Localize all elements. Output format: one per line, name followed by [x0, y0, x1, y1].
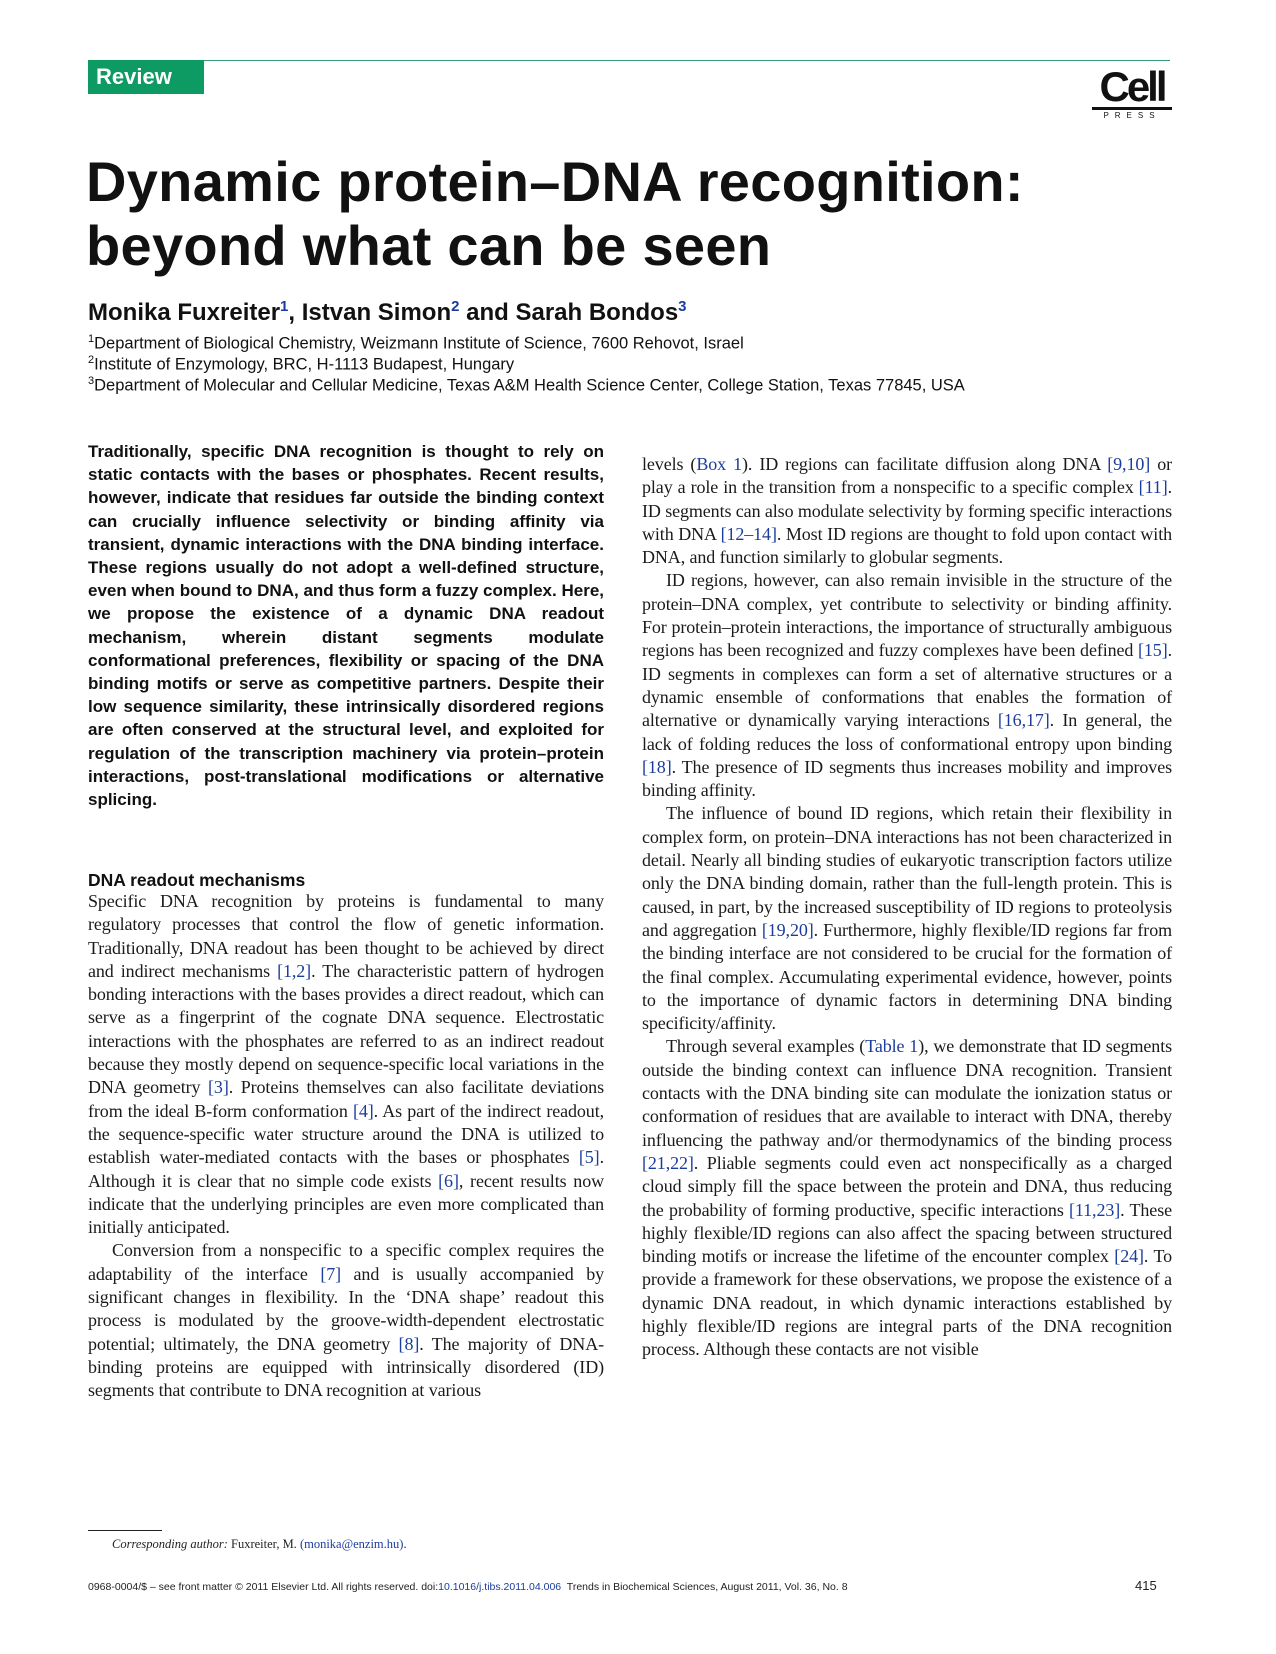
cell-press-logo: [1092, 63, 1172, 120]
abstract: Traditionally, specific DNA recognition is thought to rely on static contacts with the bases or phosphates. Recent results, however, indicate that residues far outside the binding context can crucially influence selectivity or binding affinity via transient, dynamic interactions with the DNA binding interface. These regions usually do not adopt a well-defined structure, even when bound to DNA, and thus form a fuzzy complex. Here, we propose the existence of a dynamic DNA readout mechanism, wherein distant segments modulate conformational preferences, flexibility or spacing of the DNA binding motifs or serve as competitive partners. Despite their low sequence similarity, these intrinsically disordered regions are often conserved at the structural level, and exploited for regulation of the transcription machinery via protein–protein interactions, post-translational modifications or alternative splicing.: [88, 442, 604, 810]
author-affil-link[interactable]: 1: [280, 298, 289, 315]
body-text-run: . Proteins themselves can also facilitate deviations from the ideal B-form conformation: [88, 1077, 604, 1121]
affiliation-text: Department of Biological Chemistry, Weizmann Institute of Science, 7600 Rehovot, Israel: [94, 334, 744, 353]
body-text-run: Specific DNA recognition by proteins is fundamental to many regulatory processes that control the flow of genetic information. Traditionally, DNA readout has been thought to be achieved by direct and indirect mechanisms: [88, 891, 604, 981]
affiliation: [88, 333, 744, 354]
citation-link[interactable]: [24]: [1114, 1246, 1144, 1267]
logo-word: Cell: [1099, 63, 1165, 110]
author-affil-link[interactable]: 3: [678, 298, 687, 315]
body-text-run: Through several examples (: [666, 1036, 866, 1057]
article-title: [86, 150, 1186, 278]
citation-link[interactable]: [7]: [320, 1263, 342, 1284]
body-text-run: . Most ID regions are thought to fold upon contact with DNA, and function similarly to globular segments.: [642, 523, 1173, 568]
header-rule: [88, 60, 1170, 61]
body-text-run: . ID segments can also modulate selectivity by forming specific interactions with DNA: [642, 477, 1172, 544]
author-name: Istvan Simon: [301, 299, 452, 326]
corresponding-label: Corresponding author:: [112, 1537, 228, 1551]
affiliation: [88, 354, 514, 375]
body-paragraph: [88, 890, 604, 1239]
affiliation-number: 1: [88, 333, 95, 345]
footer-copyright: 0968-0004/$ – see front matter © 2011 Elsevier Ltd. All rights reserved. doi:: [88, 1581, 439, 1593]
citation-link[interactable]: [15]: [1138, 640, 1168, 661]
body-text-run: , recent results now indicate that the underlying principles are even more complicated than initially anticipated.: [88, 1170, 604, 1238]
citation-link[interactable]: [9,10]: [1107, 454, 1151, 474]
citation-link[interactable]: [19,20]: [761, 919, 814, 940]
citation-link[interactable]: [11,23]: [1069, 1199, 1121, 1220]
body-text-run: ). ID regions can facilitate diffusion along DNA: [741, 454, 1108, 474]
citation-link[interactable]: [8]: [398, 1333, 420, 1354]
author-separator: ,: [288, 299, 302, 326]
citation-link[interactable]: Table 1: [865, 1036, 919, 1057]
body-text-run: . Furthermore, highly flexible/ID regions far from the binding interface are not considered to be crucial for the formation of the final complex. Accumulating experimental evidence, however, points to the importance of dynamic factors in determining DNA binding specificity/affinity.: [642, 919, 1172, 1034]
page-footer: [88, 1581, 848, 1593]
corresponding-name: Fuxreiter, M.: [227, 1537, 300, 1551]
page-number: 415: [1135, 1578, 1157, 1593]
citation-link[interactable]: [21,22]: [642, 1152, 694, 1173]
citation-link[interactable]: [12–14]: [720, 523, 777, 544]
section-tag: Review: [88, 60, 204, 94]
citation-link[interactable]: [11]: [1138, 477, 1168, 498]
corresponding-end: .: [403, 1537, 407, 1551]
logo-press: PRESS: [1092, 107, 1172, 120]
title-line-1: Dynamic protein–DNA recognition:: [86, 150, 1024, 213]
body-text-run: ), we demonstrate that ID segments outside the binding context can influence DNA recognition. Transient contacts with the DNA binding site can modulate the ionization status or conformation of residues that are available to interact with DNA, thereby influencing the pathway and/or thermodynamics of the binding process: [642, 1036, 1172, 1150]
corresponding-author-note: [112, 1537, 407, 1552]
author-affil-link[interactable]: 2: [451, 298, 460, 315]
citation-link[interactable]: [5]: [578, 1147, 600, 1168]
body-text-run: or play a role in the transition from a nonspecific to a specific complex: [642, 454, 1172, 498]
author-separator: and: [459, 299, 516, 326]
author-name: Monika Fuxreiter: [88, 299, 281, 326]
author-list: [88, 298, 687, 327]
body-text-run: and is usually accompanied by significant changes in flexibility. In the ‘DNA shape’ readout this process is modulated by the groove-width-dependent electrostatic potential; ultimately, the DNA geometry: [88, 1263, 604, 1354]
citation-link[interactable]: [6]: [438, 1170, 459, 1191]
body-text-run: The influence of bound ID regions, which retain their flexibility in complex form, on protein–DNA interactions has not been characterized in detail. Nearly all binding studies of eukaryotic transcription factors utilize only the DNA binding domain, rather than the full-length protein. This is caused, in part, by the increased susceptibility of ID regions to proteolysis and aggregation: [642, 803, 1172, 940]
body-paragraph: [642, 802, 1172, 1035]
citation-link[interactable]: [1,2]: [277, 960, 312, 981]
body-text-run: . ID segments in complexes can form a set of alternative structures or a dynamic ensemble of conformations that enables the formation of alternative or dynamically varying interactions: [642, 640, 1172, 731]
citation-link[interactable]: [4]: [352, 1100, 374, 1121]
body-paragraph: [642, 569, 1172, 802]
body-text-run: ID regions, however, can also remain invisible in the structure of the protein–DNA complex, yet contribute to selectivity or binding affinity. For protein–protein interactions, the importance of structurally ambiguous regions has been recognized and fuzzy complexes have been defined: [642, 570, 1172, 661]
footer-journal: Trends in Biochemical Sciences, August 2011, Vol. 36, No. 8: [561, 1581, 848, 1593]
body-text-run: levels (: [642, 454, 697, 474]
citation-link[interactable]: [18]: [642, 756, 672, 777]
citation-link[interactable]: [16,17]: [997, 710, 1050, 731]
affiliation-text: Department of Molecular and Cellular Medicine, Texas A&M Health Science Center, College Station, Texas 77845, USA: [94, 376, 965, 395]
author-name: Sarah Bondos: [515, 299, 679, 326]
body-text-run: . In general, the lack of folding reduces the loss of conformational entropy upon binding: [642, 710, 1172, 754]
email-link[interactable]: (monika@enzim.hu): [299, 1537, 404, 1551]
title-line-2: beyond what can be seen: [86, 214, 772, 277]
body-text-run: . The majority of DNA-binding proteins are equipped with intrinsically disordered (ID) segments that contribute to DNA recognition at various: [88, 1333, 604, 1401]
body-text-run: Conversion from a nonspecific to a specific complex requires the adaptability of the interface: [88, 1240, 604, 1284]
citation-link[interactable]: [3]: [208, 1077, 229, 1098]
body-paragraph: [642, 1035, 1172, 1361]
footnote-rule: [88, 1530, 162, 1531]
affiliation-text: Institute of Enzymology, BRC, H-1113 Budapest, Hungary: [94, 355, 515, 374]
doi-link[interactable]: 10.1016/j.tibs.2011.04.006: [438, 1581, 562, 1593]
right-column-body: [642, 453, 1172, 1362]
section-heading: DNA readout mechanisms: [88, 870, 306, 890]
affiliation: [88, 375, 965, 396]
affiliation-number: 2: [88, 354, 95, 366]
body-text-run: . To provide a framework for these observations, we propose the existence of a dynamic DNA readout, in which dynamic interactions established by highly flexible/ID regions are integral parts of the DNA recognition process. Although these contacts are not visible: [642, 1246, 1172, 1360]
body-text-run: . The characteristic pattern of hydrogen bonding interactions with the bases provides a direct readout, which can serve as a fingerprint of the cognate DNA sequence. Electrostatic interactions with the phosphates are referred to as an indirect readout because they mostly depend on sequence-specific local variations in the DNA geometry: [88, 960, 605, 1098]
left-column-body: [88, 890, 604, 1403]
body-text-run: . Although it is clear that no simple code exists: [88, 1147, 604, 1191]
citation-link[interactable]: Box 1: [696, 454, 742, 474]
body-text-run: . These highly flexible/ID regions can also affect the spacing between structured binding motifs or increase the lifetime of the encounter complex: [642, 1199, 1172, 1267]
body-text-run: . As part of the indirect readout, the sequence-specific water structure around the DNA is utilized to establish water-mediated contacts with the bases or phosphates: [88, 1100, 605, 1168]
body-text-run: . Pliable segments could even act nonspecifically as a charged cloud simply fill the space between the protein and DNA, thus reducing the probability of forming productive, specific interactions: [642, 1152, 1172, 1220]
body-paragraph: [642, 453, 1172, 569]
affiliation-number: 3: [88, 375, 95, 387]
body-paragraph: [88, 1239, 604, 1402]
body-text-run: . The presence of ID segments thus increases mobility and improves binding affinity.: [642, 756, 1172, 801]
